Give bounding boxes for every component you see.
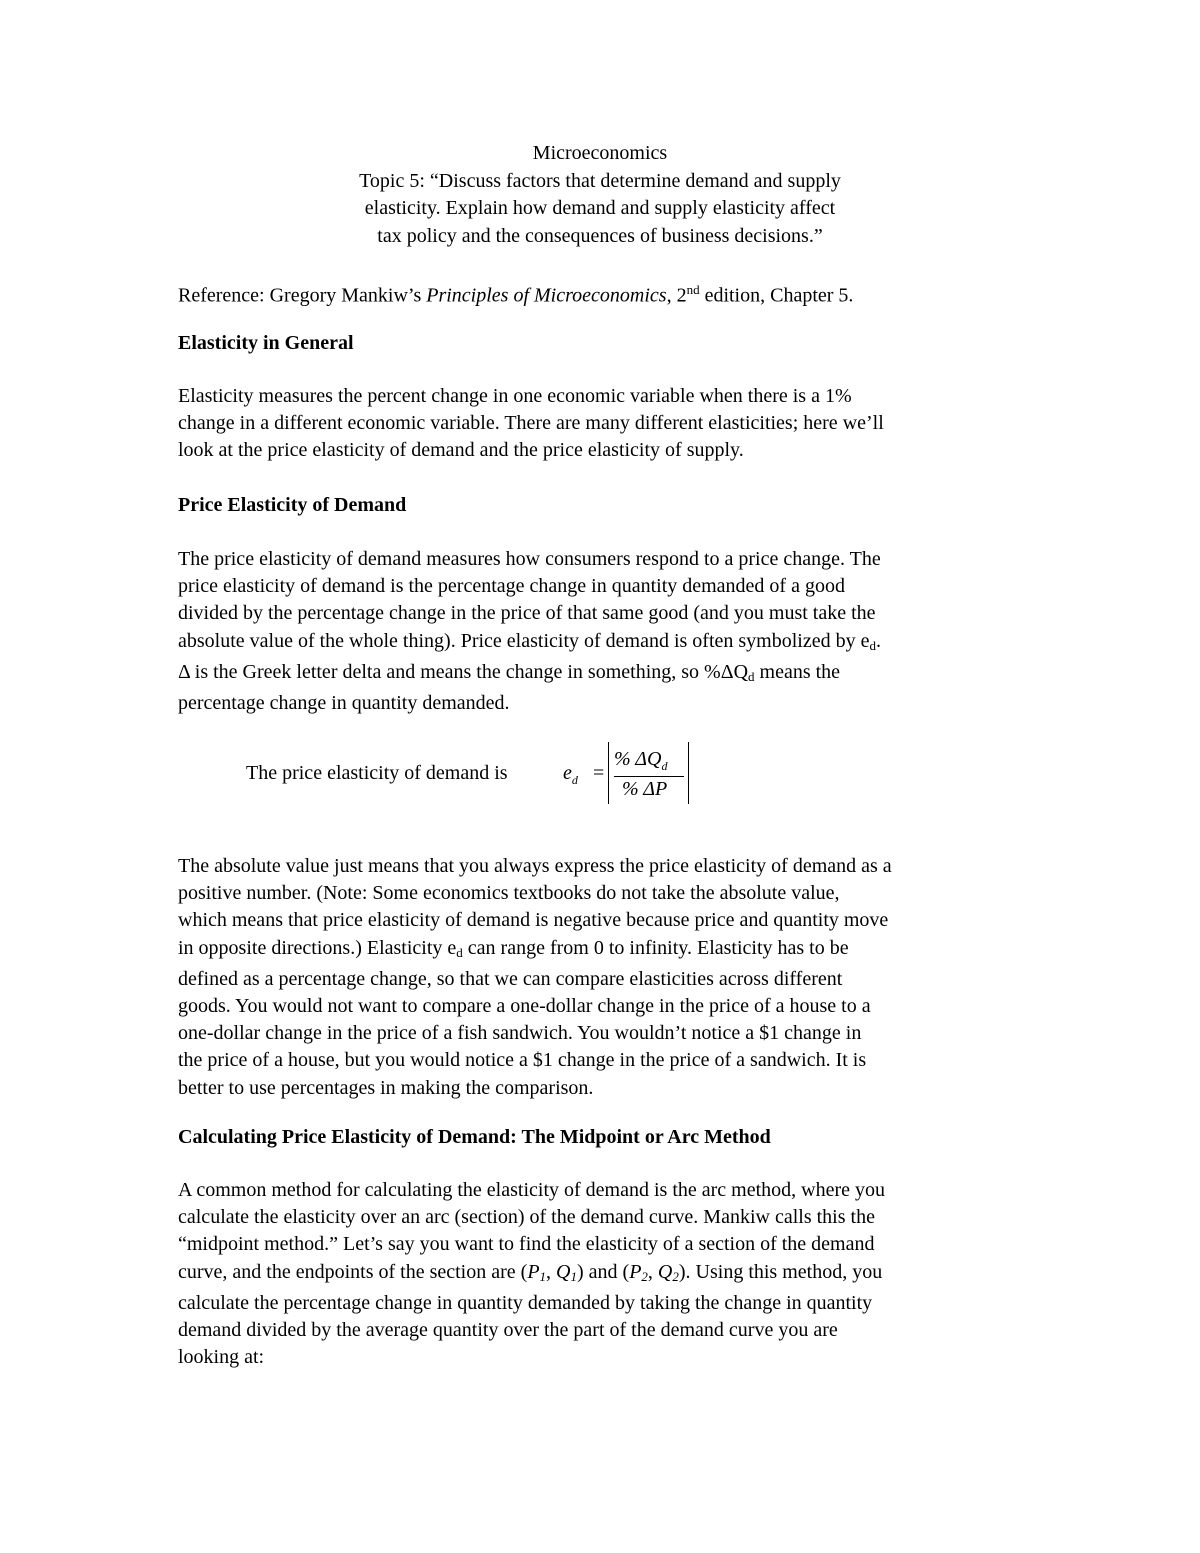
section-paragraph — [178, 546, 881, 717]
topic-line: elasticity. Explain how demand and supply elasticity affect — [364, 197, 836, 219]
paragraph-line: divided by the percentage change in the price of that same good (and you must take the — [178, 602, 876, 625]
paragraph-line: A common method for calculating the elasticity of demand is the arc method, where you — [178, 1179, 886, 1201]
topic-line: tax policy and the consequences of business decisions.” — [377, 224, 823, 247]
paragraph-line: calculate the percentage change in quantity demanded by taking the change in quantity — [178, 1291, 873, 1314]
paragraph-line: The absolute value just means that you always express the price elasticity of demand as a — [178, 855, 892, 877]
paragraph-line: “midpoint method.” Let’s say you want to find the elasticity of a section of the demand — [178, 1233, 875, 1256]
section-paragraph — [178, 383, 884, 465]
formula-equals: = — [593, 762, 605, 784]
paragraph-line: one-dollar change in the price of a fish sandwich. You wouldn’t notice a $1 change in — [178, 1022, 862, 1045]
paragraph-line: goods. You would not want to compare a one-dollar change in the price of a house to a — [178, 995, 871, 1018]
topic-line: Topic 5: “Discuss factors that determine demand and supply — [359, 169, 841, 192]
paragraph-line: in opposite directions.) Elasticity $e_d$ can range from 0 to infinity. Elasticity has to be — [178, 936, 849, 960]
paragraph-line: looking at: — [178, 1346, 265, 1369]
paragraph-line: look at the price elasticity of demand and the price elasticity of supply. — [178, 439, 744, 462]
book-title: Principles of Microeconomics — [426, 284, 667, 307]
edition-number: , 2 — [666, 284, 687, 307]
paragraph-line: percentage change in quantity demanded. — [178, 692, 510, 715]
fraction-line — [614, 776, 684, 777]
edition-superscript: nd — [686, 282, 700, 297]
paragraph-line: the price of a house, but you would notice a $1 change in the price of a sandwich. It is — [178, 1049, 867, 1072]
formula-label: The price elasticity of demand is — [246, 762, 508, 784]
section-heading: Calculating Price Elasticity of Demand: The Midpoint or Arc Method — [178, 1126, 771, 1148]
paragraph-line: demand divided by the average quantity over the part of the demand curve you are — [178, 1319, 838, 1342]
paragraph-line: price elasticity of demand is the percentage change in quantity demanded of a good — [178, 575, 845, 598]
paragraph-line: The price elasticity of demand measures how consumers respond to a price change. The — [178, 548, 881, 570]
formula-denominator: % ΔP — [622, 778, 668, 800]
course-title: Microeconomics — [532, 142, 668, 164]
paragraph-line: which means that price elasticity of demand is negative because price and quantity move — [178, 909, 889, 932]
paragraph-line: absolute value of the whole thing). Price elasticity of demand is often symbolized by $e_d$. — [178, 629, 881, 653]
section-heading: Elasticity in General — [178, 332, 354, 354]
paragraph-line: curve, and the endpoints of the section are ($P_1$, $Q_1$) and ($P_2$, $Q_2$). Using this method, you — [178, 1260, 883, 1284]
paragraph-line: Elasticity measures the percent change in one economic variable when there is a 1% — [178, 385, 852, 407]
paragraph-line: calculate the elasticity over an arc (section) of the demand curve. Mankiw calls this the — [178, 1206, 875, 1229]
reference-line — [178, 276, 853, 310]
formula-numerator: % $\Delta Q_d$ — [614, 748, 668, 773]
section-paragraph — [178, 1177, 885, 1371]
paragraph-line: positive number. (Note: Some economics textbooks do not take the absolute value, — [178, 882, 840, 905]
elasticity-formula — [246, 740, 706, 806]
absolute-bar-left — [608, 742, 609, 804]
paragraph-line: defined as a percentage change, so that we can compare elasticities across different — [178, 967, 843, 990]
paragraph-line: change in a different economic variable. There are many different elasticities; here we’ll — [178, 412, 884, 435]
reference-suffix: edition, Chapter 5. — [699, 284, 854, 307]
section-paragraph — [178, 853, 892, 1102]
formula-lhs: $e_d$ — [563, 762, 578, 787]
reference-prefix: Reference: Gregory Mankiw’s — [178, 284, 427, 307]
paragraph-line: Δ is the Greek letter delta and means the change in something, so $\%\Delta Q_d$ means the — [178, 660, 841, 684]
section-heading: Price Elasticity of Demand — [178, 494, 407, 516]
absolute-bar-right — [688, 742, 689, 804]
document-header — [0, 140, 1200, 250]
paragraph-line: better to use percentages in making the comparison. — [178, 1076, 594, 1099]
